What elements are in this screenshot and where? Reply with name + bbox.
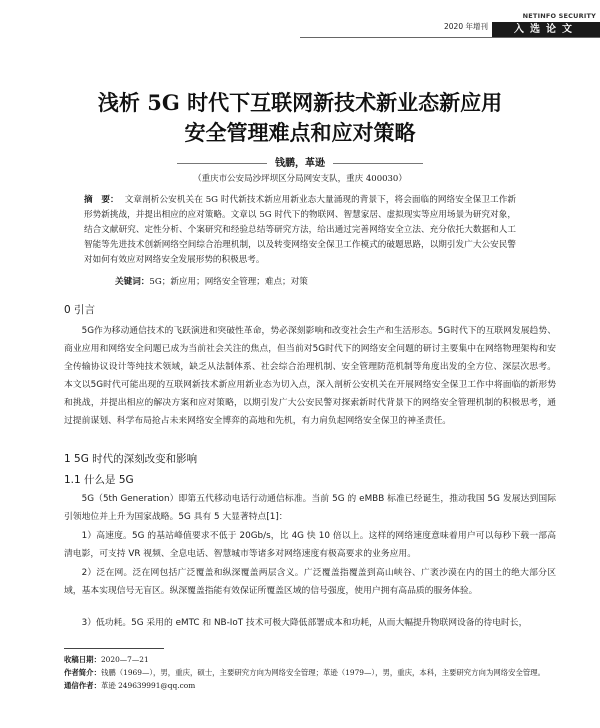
abstract-label: 摘 要： bbox=[84, 195, 119, 205]
list-item-high-speed: 1）高速度。5G 的基站峰值要求不低于 20Gb/s，比 4G 快 10 倍以上。这样的网络速度意味着用户可以每秒下载一部高清电影，可支持 VR 视频、全息电话、智慧城市等诸多对网络速度有极高要求的业务应用。 bbox=[64, 531, 556, 559]
section-label: 入选论文 bbox=[492, 22, 600, 38]
footnote-divider bbox=[64, 648, 164, 649]
bio-line bbox=[64, 666, 556, 679]
keywords-text: 5G；新应用；网络安全管理；难点；对策 bbox=[149, 277, 308, 287]
keywords bbox=[115, 275, 516, 287]
bio-text: 钱鹏（1969—），男，重庆，硕士，主要研究方向为网络安全管理；革逊（1979—），男，重庆，本科，主要研究方向为网络安全管理。 bbox=[100, 668, 546, 677]
issue-label: 2020 年增刊 bbox=[444, 22, 488, 31]
title-line-2: 安全管理难点和应对策略 bbox=[184, 120, 416, 145]
paper-title bbox=[0, 88, 600, 148]
intro-paragraph: 5G作为移动通信技术的飞跃演进和突破性革命，势必深刻影响和改变社会生产和生活形态。5G时代下的互联网发展趋势、商业应用和网络安全问题已成为当前社会关注的焦点，但当前对5G时代下的网络安全问题的研讨主要集中在网络物理架构和安全传输协议设计等纯技术领域，缺乏从法制体系、社会综合治理机制、安全管理防范机制等角度出发的全方位、深层次思考。本文以5G时代可能出现的互联网新技术新应用新业态为切入点，深入剖析公安机关在开展网络安全保卫工作中将面临的新形势和挑战，并提出相应的解决方案和应对策略，以期引发广大公安民警对探索新时代背景下的网络安全管理机制的积极思考，通过提前谋划、科学布局抢占未来网络安全博弈的高地和先机，有力肩负起网络安全保卫的神圣责任。 bbox=[64, 326, 556, 426]
contact-text: 革逊 249639991@qq.com bbox=[100, 681, 196, 690]
footnote bbox=[64, 653, 556, 692]
title-line-1: 浅析 5G 时代下互联网新技术新业态新应用 bbox=[97, 90, 503, 115]
section-heading-1-1: 1.1 什么是 5G bbox=[64, 474, 134, 486]
received-date: 2020—7—21 bbox=[100, 655, 149, 664]
paragraph-5g-definition: 5G（5th Generation）即第五代移动电话行动通信标准。当前 5G 的 eMBB 标准已经诞生，推动我国 5G 发展达到国际引领地位并上升为国家战略。5G 具有 5 大显著特点[1]： bbox=[64, 494, 556, 522]
contact-line bbox=[64, 679, 556, 692]
journal-header bbox=[430, 12, 600, 38]
abstract-text: 文章剖析公安机关在 5G 时代新技术新应用新业态大量涌现的背景下，将会面临的网络安全保卫工作新形势新挑战，并提出相应的应对策略。文章以 5G 时代下的物联网、智慧家居、虚拟现实等应用场景为研究对象，结合文献研究、定性分析、个案研究和经验总结等研究方法，给出通过完善网络安全立法、充分依托大数据和人工智能等先进技术创新网络空间综合治理机制，以及转变网络安全保卫工作模式的破题思路，以期引发广大公安民警对如何有效应对网络安全发展形势的积极思考。 bbox=[84, 195, 516, 265]
abstract bbox=[84, 193, 516, 268]
list-item-ubiquitous: 2）泛在网。泛在网包括广泛覆盖和纵深覆盖两层含义。广泛覆盖指覆盖到高山峡谷、广袤沙漠在内的国土的绝大部分区域，基本实现信号无盲区。纵深覆盖指能有效保证所覆盖区域的信号强度，使用户拥有高品质的服务体验。 bbox=[64, 568, 556, 596]
bio-label: 作者简介： bbox=[64, 668, 101, 677]
header-divider bbox=[300, 37, 600, 38]
received-line bbox=[64, 653, 556, 666]
received-label: 收稿日期： bbox=[64, 655, 101, 664]
keywords-label: 关键词： bbox=[115, 277, 150, 287]
list-item-low-power: 3）低功耗。5G 采用的 eMTC 和 NB-IoT 技术可极大降低部署成本和功耗，从而大幅提升物联网设备的待电时长， bbox=[81, 618, 528, 628]
affiliation: （重庆市公安局沙坪坝区分局网安支队，重庆 400030） bbox=[193, 174, 407, 184]
section-heading-intro: 0 引言 bbox=[64, 304, 96, 316]
authors: 钱鹏，革逊 bbox=[0, 154, 600, 169]
section-heading-1: 1 5G 时代的深刻改变和影响 bbox=[64, 453, 198, 465]
journal-brand: NETINFO SECURITY bbox=[522, 12, 596, 20]
contact-label: 通信作者： bbox=[64, 681, 101, 690]
